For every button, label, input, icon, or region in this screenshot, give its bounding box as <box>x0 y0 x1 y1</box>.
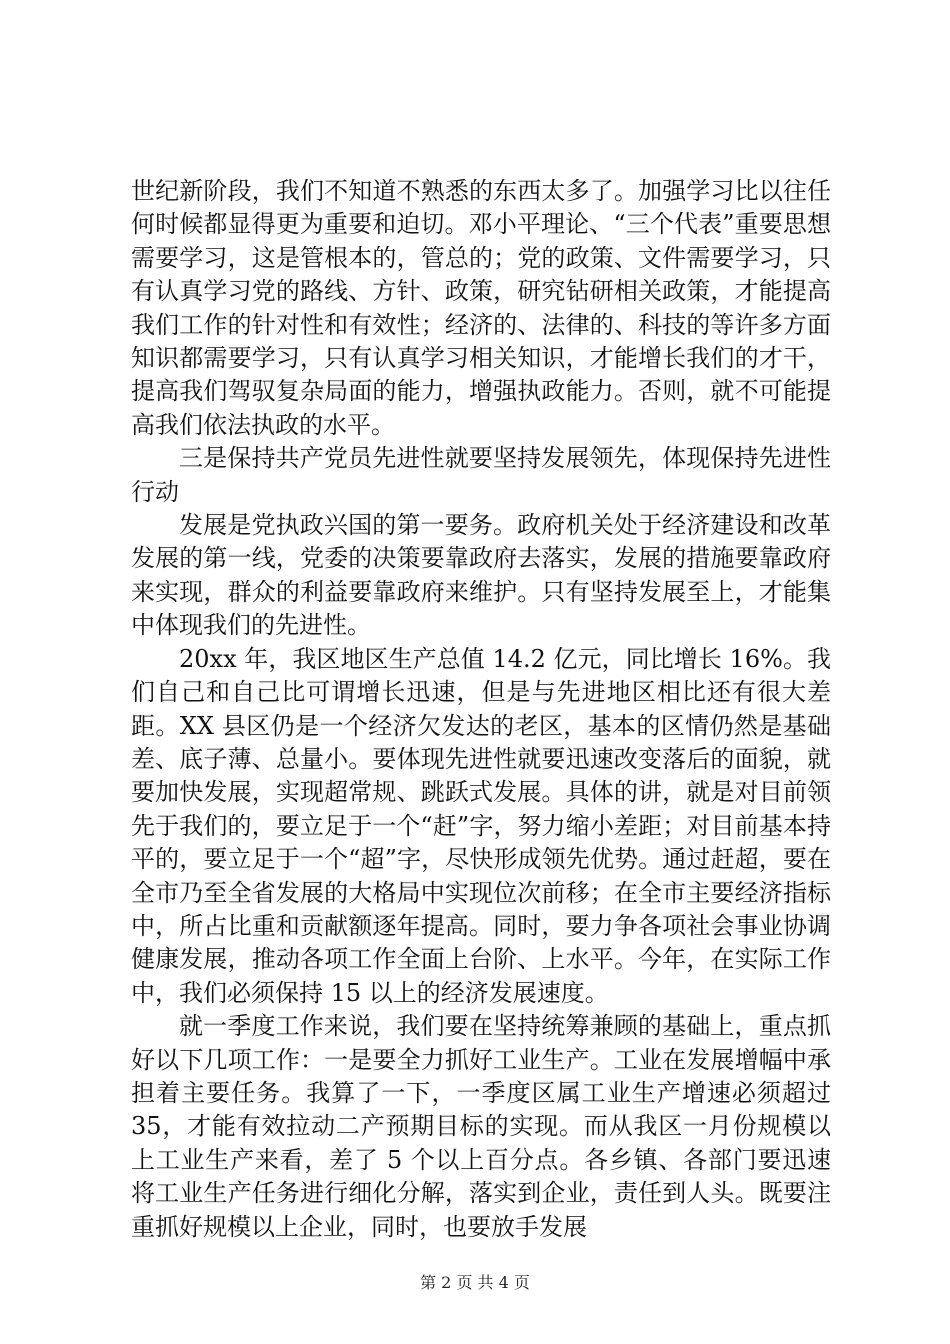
section-heading: 三是保持共产党员先进性就要坚持发展领先，体现保持先进性行动 <box>131 444 831 506</box>
paragraph: 发展是党执政兴国的第一要务。政府机关处于经济建设和改革发展的第一线，党委的决策要靠政府去落实，发展的措施要靠政府来实现，群众的利益要靠政府来维护。只有坚持发展至上，才能集中体现我们的先进性。 <box>131 511 831 640</box>
paragraph: 20xx 年，我区地区生产总值 14.2 亿元，同比增长 16%。我们自己和自己比可谓增长迅速，但是与先进地区相比还有很大差距。XX 县区仍是一个经济欠发达的老区，基本的区情仍然是基础差、底子薄、总量小。要体现先进性就要迅速改变落后的面貌，就要加快发展，实现超常规、跳跃式发展。具体的讲，就是对目前领先于我们的，要立足于一个“赶”字，努力缩小差距；对目前基本持平的，要立足于一个“超”字，尽快形成领先优势。通过赶超，要在全市乃至全省发展的大格局中实现位次前移；在全市主要经济指标中，所占比重和贡献额逐年提高。同时，要力争各项社会事业协调健康发展，推动各项工作全面上台阶、上水平。今年，在实际工作中，我们必须保持 15 以上的经济发展速度。 <box>131 644 831 1007</box>
paragraph: 就一季度工作来说，我们要在坚持统筹兼顾的基础上，重点抓好以下几项工作：一是要全力抓好工业生产。工业在发展增幅中承担着主要任务。我算了一下，一季度区属工业生产增速必须超过 35，才能有效拉动二产预期目标的实现。而从我区一月份规模以上工业生产来看，差了 5 个以上百分点。各乡镇、各部门要迅速将工业生产任务进行细化分解，落实到企业，责任到人头。既要注重抓好规模以上企业，同时，也要放手发展 <box>131 1012 831 1241</box>
paragraph-continued: 世纪新阶段，我们不知道不熟悉的东西太多了。加强学习比以往任何时候都显得更为重要和迫切。邓小平理论、“三个代表”重要思想需要学习，这是管根本的，管总的；党的政策、文件需要学习，只有认真学习党的路线、方针、政策，研究钻研相关政策，才能提高我们工作的针对性和有效性；经济的、法律的、科技的等许多方面知识都需要学习，只有认真学习相关知识，才能增长我们的才干，提高我们驾驭复杂局面的能力，增强执政能力。否则，就不可能提高我们依法执政的水平。 <box>131 177 831 439</box>
document-body <box>131 175 831 1244</box>
page-number-footer: 第 2 页 共 4 页 <box>420 1273 530 1292</box>
